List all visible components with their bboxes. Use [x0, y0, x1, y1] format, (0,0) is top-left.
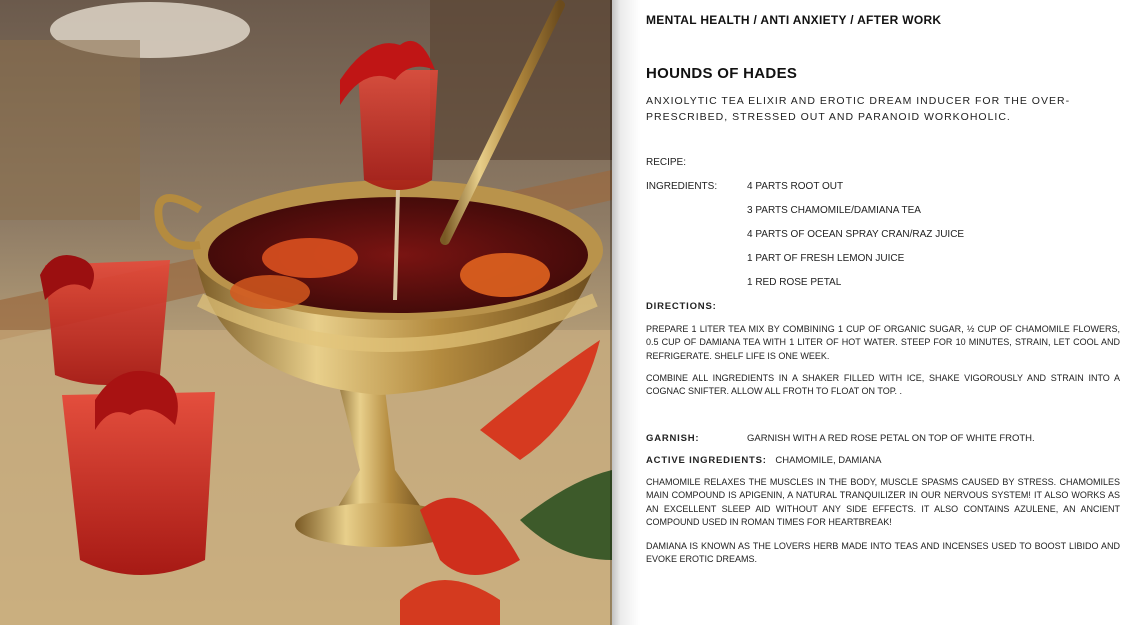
recipe-subtitle: ANXIOLYTIC TEA ELIXIR AND EROTIC DREAM INDUCER FOR THE OVER-PRESCRIBED, STRESSED OUT AND PARANOID WORKOHOLIC. — [646, 95, 1071, 123]
ingredients-label: INGREDIENTS: — [646, 181, 718, 192]
active-ingredients-label: ACTIVE INGREDIENTS: — [646, 455, 767, 466]
directions-label: DIRECTIONS: — [646, 301, 717, 312]
damiana-note: DAMIANA IS KNOWN AS THE LOVERS HERB MADE INTO TEAS AND INCENSES USED TO BOOST LIBIDO AND EVOKE EROTIC DREAMS. — [646, 541, 1120, 565]
ingredient-item: 4 PARTS OF OCEAN SPRAY CRAN/RAZ JUICE — [747, 229, 965, 240]
recipe-title: HOUNDS OF HADES — [646, 65, 798, 82]
ingredient-item: 3 PARTS CHAMOMILE/DAMIANA TEA — [747, 205, 921, 216]
ingredient-item: 4 PARTS ROOT OUT — [747, 181, 844, 192]
active-ingredients-value: CHAMOMILE, DAMIANA — [775, 455, 882, 466]
directions-step: PREPARE 1 LITER TEA MIX BY COMBINING 1 CUP OF ORGANIC SUGAR, ½ CUP OF CHAMOMILE FLOWERS, 0.5 CUP OF DAMIANA TEA WITH 1 LITER OF HOT WATER. STEEP FOR 10 MINUTES, STRAIN, LET COOL AND REFRIGERATE. SHELF LIFE IS ONE WEEK. — [646, 324, 1120, 361]
active-ingredients-line — [646, 455, 882, 466]
directions-step: COMBINE ALL INGREDIENTS IN A SHAKER FILLED WITH ICE, SHAKE VIGOROUSLY AND STRAIN INTO A COGNAC SNIFTER. ALLOW ALL FROTH TO FLOAT ON TOP. . — [646, 373, 1120, 397]
chamomile-note: CHAMOMILE RELAXES THE MUSCLES IN THE BODY, MUSCLE SPASMS CAUSED BY STRESS. CHAMOMILES MAIN COMPOUND IS APIGENIN, A NATURAL TRANQUILIZER IN OUR NERVOUS SYSTEM! IT ALSO WORKS AS AN EXCELLENT SLEEP AID WITHOUT ANY SIDE EFFECTS. IT ALSO CONTAINS AZULENE, AN ANCIENT COMPOUND USED IN ROMAN TIMES FOR HEARTBREAK! — [646, 477, 1120, 528]
recipe-page — [646, 0, 1120, 625]
ingredient-item: 1 PART OF FRESH LEMON JUICE — [747, 253, 905, 264]
category-heading: MENTAL HEALTH / ANTI ANXIETY / AFTER WORK — [646, 13, 942, 27]
garnish-value: GARNISH WITH A RED ROSE PETAL ON TOP OF WHITE FROTH. — [747, 433, 1035, 444]
garnish-label: GARNISH: — [646, 433, 700, 444]
page-gutter-shadow — [610, 0, 640, 625]
recipe-label: RECIPE: — [646, 157, 687, 168]
ingredient-item: 1 RED ROSE PETAL — [747, 277, 842, 288]
